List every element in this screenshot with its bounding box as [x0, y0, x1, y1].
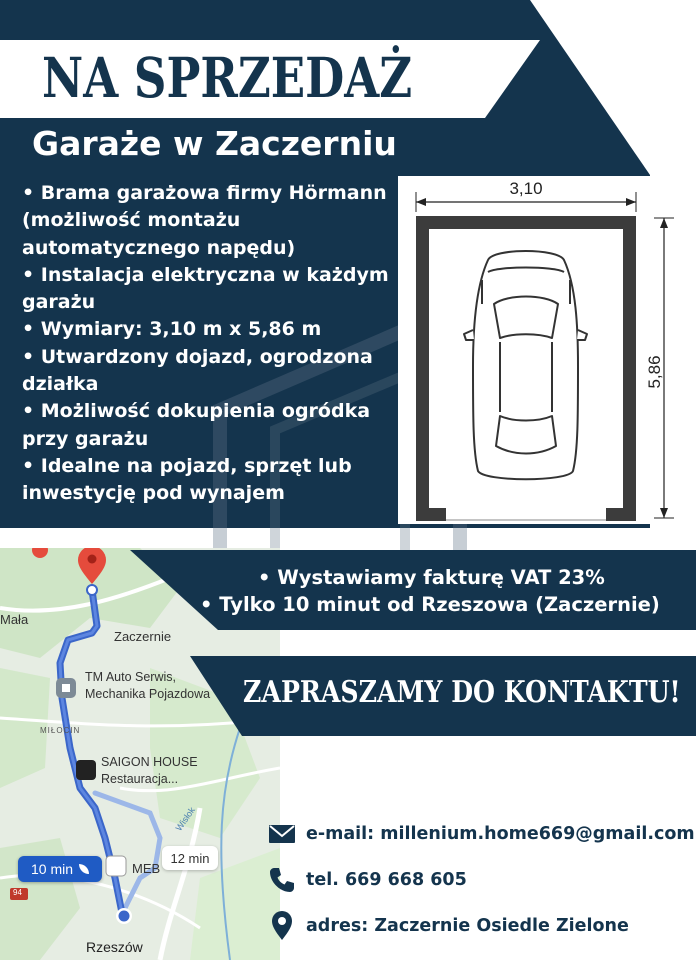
- vat-info: • Wystawiamy fakturę VAT 23%: [258, 566, 605, 589]
- plan-width-label: 3,10: [509, 179, 543, 198]
- map-district-milocin: MIŁOCIN: [40, 726, 81, 735]
- map-place-mala: Mała: [0, 612, 29, 627]
- info-banner: [130, 550, 696, 630]
- route-time-label: 10 min: [30, 861, 74, 877]
- feature-list: [22, 180, 402, 508]
- feature-item: • Wymiary: 3,10 m x 5,86 m: [22, 318, 322, 341]
- map-river-label: Wisłok: [173, 805, 197, 833]
- distance-info: • Tylko 10 minut od Rzeszowa (Zaczernie): [200, 593, 660, 616]
- map-poi-meb: MEB: [132, 861, 161, 876]
- contact-heading: ZAPRASZAMY DO KONTAKTU!: [243, 675, 681, 710]
- envelope-icon: [266, 818, 298, 850]
- map-city-rzeszow: Rzeszów: [86, 939, 143, 955]
- location-pin-icon: [266, 910, 298, 942]
- map-road-94: 94: [13, 888, 22, 897]
- feature-item: • Możliwość dokupienia ogródka przy garażu: [22, 400, 371, 450]
- contact-address: adres: Zaczernie Osiedle Zielone: [306, 916, 629, 936]
- feature-item: • Instalacja elektryczna w każdym garażu: [22, 263, 389, 314]
- map-poi-saigon-line1: SAIGON HOUSE: [101, 755, 198, 769]
- contact-address-row[interactable]: [266, 910, 629, 942]
- route-time-badge[interactable]: [18, 856, 102, 882]
- feature-item: • Utwardzony dojazd, ogrodzona działka: [22, 345, 373, 396]
- map-poi-tm-line2: Mechanika Pojazdowa: [85, 687, 211, 701]
- contact-phone-row[interactable]: [266, 864, 467, 896]
- garage-plan: [398, 176, 696, 524]
- contact-email[interactable]: e-mail: millenium.home669@gmail.com: [306, 824, 695, 844]
- map-poi-tm-line1: TM Auto Serwis,: [85, 670, 176, 684]
- contact-phone[interactable]: tel. 669 668 605: [306, 870, 467, 890]
- page-subtitle: Garaże w Zaczerniu: [32, 124, 397, 163]
- alt-route-time-label: 12 min: [170, 850, 210, 866]
- garage-plan-drawing: [398, 176, 696, 524]
- map-place-zaczernie: Zaczernie: [114, 629, 172, 644]
- plan-length-label: 5,86: [645, 355, 664, 389]
- phone-icon: [266, 864, 298, 896]
- feature-item: • Brama garażowa firmy Hörmann (możliwość montażu automatycznego napędu): [22, 182, 387, 259]
- feature-item: • Idealne na pojazd, sprzęt lub inwestycję pod wynajem: [22, 454, 352, 505]
- map-poi-saigon-line2: Restauracja...: [101, 772, 179, 786]
- alt-route-badge[interactable]: [162, 846, 218, 870]
- leaf-icon: [79, 864, 89, 874]
- contact-email-row[interactable]: [266, 818, 695, 850]
- page-title: NA SPRZEDAŻ: [42, 45, 413, 110]
